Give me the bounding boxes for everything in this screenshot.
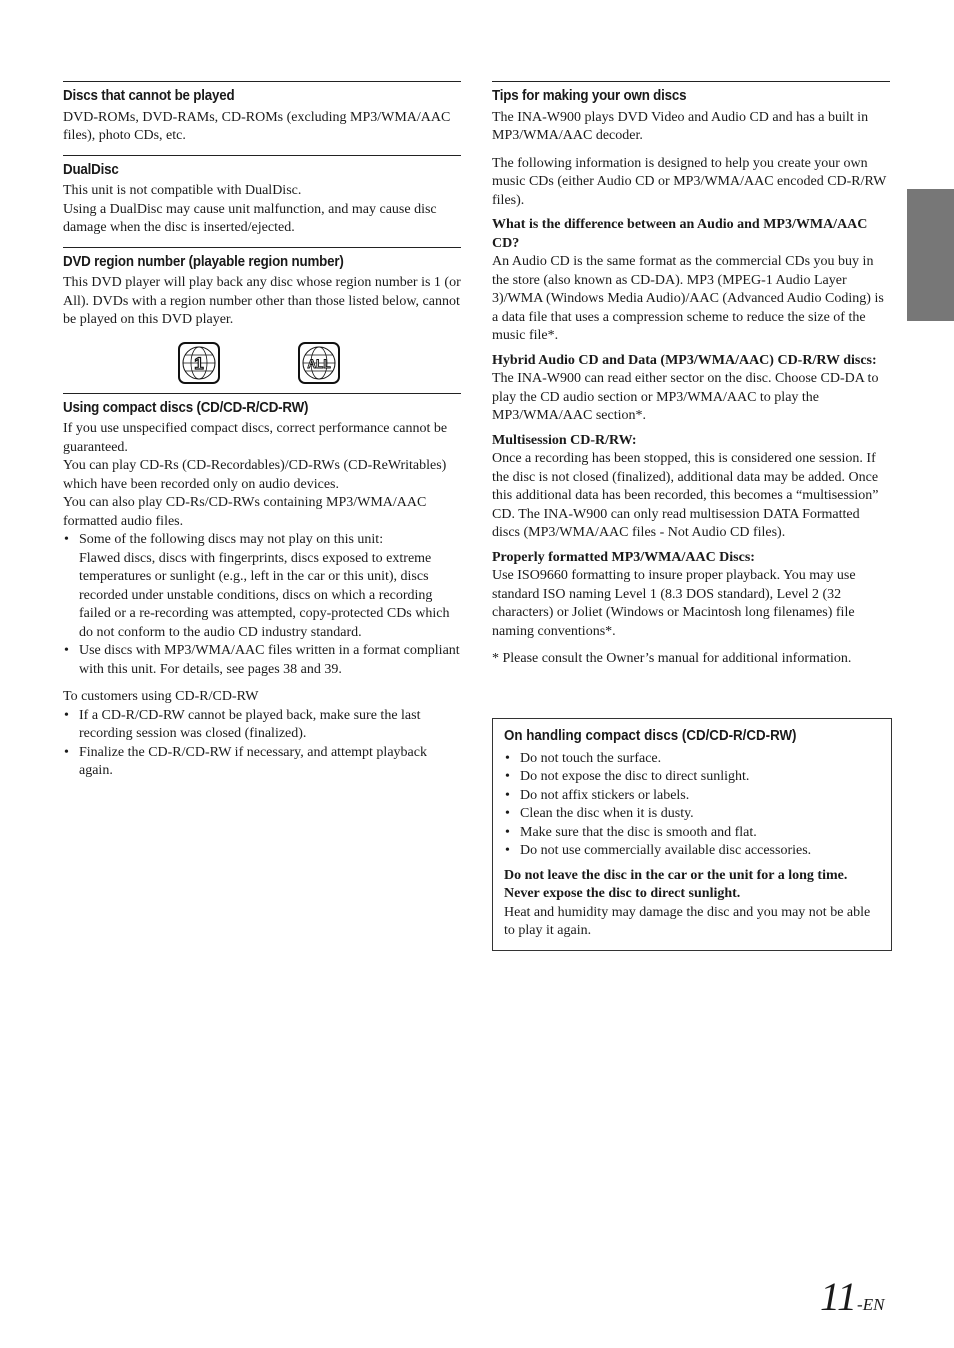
compact-discs-text-1: If you use unspecified compact discs, correct performance cannot be guaranteed. bbox=[63, 421, 448, 455]
heading-compact-discs: Using compact discs (CD/CD-R/CD-RW) bbox=[63, 399, 309, 416]
page-number-suffix: -EN bbox=[857, 1295, 885, 1314]
list-item: • Use discs with MP3/WMA/AAC files written in a format compliant with this unit. For details, see pages 38 and 39. bbox=[63, 642, 461, 679]
dualdisc-text-1: This unit is not compatible with DualDisc. bbox=[63, 183, 302, 198]
section-region-number bbox=[63, 247, 461, 384]
question-formatted: Properly formatted MP3/WMA/AAC Discs: bbox=[492, 549, 755, 565]
region-all-globe-icon bbox=[298, 342, 340, 384]
list-item: • Do not use commercially available disc accessories. bbox=[504, 842, 879, 861]
question-audio-vs-mp3: What is the difference between an Audio and MP3/WMA/AAC CD? bbox=[492, 217, 868, 251]
list-item: • Do not affix stickers or labels. bbox=[504, 787, 879, 806]
list-item: • Do not expose the disc to direct sunlight. bbox=[504, 768, 879, 787]
answer-multisession: Once a recording has been stopped, this is considered one session. If the disc is not closed (finalized), additional data may be added. Once this additional data has been recorded, this becomes a “multisession” CD. The INA-W900 can only read multisession DATA Formatted discs (MP3/WMA/AAC files - Not Audio CD files). bbox=[492, 451, 879, 540]
compact-discs-bullets bbox=[63, 531, 461, 679]
heading-tips: Tips for making your own discs bbox=[492, 88, 687, 104]
heading-unplayable-discs: Discs that cannot be played bbox=[63, 88, 235, 104]
region-1-globe-icon bbox=[178, 342, 220, 384]
footnote: * Please consult the Owner’s manual for additional information. bbox=[492, 651, 852, 666]
list-item: • If a CD-R/CD-RW cannot be played back, make sure the last recording session was closed (finalized). bbox=[63, 707, 461, 744]
section-tips bbox=[492, 81, 890, 669]
compact-discs-text-2: You can play CD-Rs (CD-Recordables)/CD-RWs (CD-ReWritables) which have been recorded only on audio devices. bbox=[63, 458, 447, 492]
section-unplayable-discs bbox=[63, 81, 461, 146]
section-compact-discs bbox=[63, 393, 461, 781]
list-item: • Make sure that the disc is smooth and flat. bbox=[504, 824, 879, 843]
tips-intro-1: The INA-W900 plays DVD Video and Audio CD and has a built in MP3/WMA/AAC decoder. bbox=[492, 109, 869, 143]
answer-formatted: Use ISO9660 formatting to insure proper playback. You may use standard ISO naming Level 1 (8.3 DOS standard), Level 2 (32 characters) or Joliet (Windows or Macintosh long filenames) file naming conventions*. bbox=[492, 568, 856, 639]
list-item: • Do not touch the surface. bbox=[504, 750, 879, 769]
answer-audio-vs-mp3: An Audio CD is the same format as the commercial CDs you buy in the store (also known as CD-DA). MP3 (MPEG-1 Audio Layer 3)/WMA (Windows Media Audio)/AAC (Advanced Audio Coding) is a data file that uses a compression scheme to reduce the size of the music file*. bbox=[492, 254, 884, 343]
warning-line-2: Never expose the disc to direct sunlight. bbox=[504, 886, 741, 901]
question-multisession: Multisession CD-R/RW: bbox=[492, 432, 637, 448]
customers-heading: To customers using CD-R/CD-RW bbox=[63, 689, 259, 704]
answer-hybrid: The INA-W900 can read either sector on the disc. Choose CD-DA to play the CD audio section or MP3/WMA/AAC to play the MP3/WMA/AAC section*. bbox=[492, 371, 879, 423]
heading-dualdisc: DualDisc bbox=[63, 161, 119, 178]
list-item: • Finalize the CD-R/CD-RW if necessary, and attempt playback again. bbox=[63, 744, 461, 781]
customer-bullets bbox=[63, 707, 461, 781]
section-dualdisc bbox=[63, 155, 461, 238]
left-column bbox=[63, 81, 461, 790]
region-icons bbox=[178, 342, 461, 384]
heading-handling: On handling compact discs (CD/CD-R/CD-RW) bbox=[504, 728, 797, 744]
handling-bullets bbox=[504, 750, 879, 861]
region-number-text: This DVD player will play back any disc whose region number is 1 (or All). DVDs with a region number other than those listed below, cannot be played on this DVD player. bbox=[63, 275, 461, 327]
warning-line-1: Do not leave the disc in the car or the unit for a long time. bbox=[504, 867, 848, 883]
handling-note-box bbox=[492, 718, 892, 951]
question-hybrid: Hybrid Audio CD and Data (MP3/WMA/AAC) CD-R/RW discs: bbox=[492, 352, 877, 368]
page-number-digits: 11 bbox=[820, 1274, 858, 1319]
page-number bbox=[820, 1274, 885, 1319]
region-all-label: ALL bbox=[307, 356, 331, 371]
right-column bbox=[492, 81, 890, 678]
heading-region-number: DVD region number (playable region number) bbox=[63, 253, 344, 270]
list-item: • Clean the disc when it is dusty. bbox=[504, 805, 879, 824]
warning-body: Heat and humidity may damage the disc and you may not be able to play it again. bbox=[504, 904, 871, 938]
unplayable-discs-text: DVD-ROMs, DVD-RAMs, CD-ROMs (excluding MP3/WMA/AAC files), photo CDs, etc. bbox=[63, 109, 451, 143]
compact-discs-text-3: You can also play CD-Rs/CD-RWs containing MP3/WMA/AAC formatted audio files. bbox=[63, 495, 427, 529]
region-1-label: 1 bbox=[194, 353, 204, 373]
side-tab-marker bbox=[907, 189, 954, 321]
tips-intro-2: The following information is designed to help you create your own music CDs (either Audio CD or MP3/WMA/AAC encoded CD-R/RW files). bbox=[492, 155, 887, 208]
list-item: • Some of the following discs may not play on this unit: Flawed discs, discs with fingerprints, discs exposed to extreme temperatures or sunlight (e.g., left in the car or this unit), discs recorded under unstable conditions, discs on which a recording failed or a re-recording was attempted, copy-protected CDs which do not conform to the audio CD industry standard. bbox=[63, 531, 461, 642]
dualdisc-text-2: Using a DualDisc may cause unit malfunction, and may cause disc damage when the disc is inserted/ejected. bbox=[63, 201, 437, 235]
unplayable-conditions: Flawed discs, discs with fingerprints, discs exposed to extreme temperatures or sunlight (e.g., left in the car or this unit), discs recorded under unstable conditions, discs on which a recording failed or a re-recording was attempted, copy-protected CDs which do not conform to the audio CD industry standard. bbox=[79, 550, 450, 640]
